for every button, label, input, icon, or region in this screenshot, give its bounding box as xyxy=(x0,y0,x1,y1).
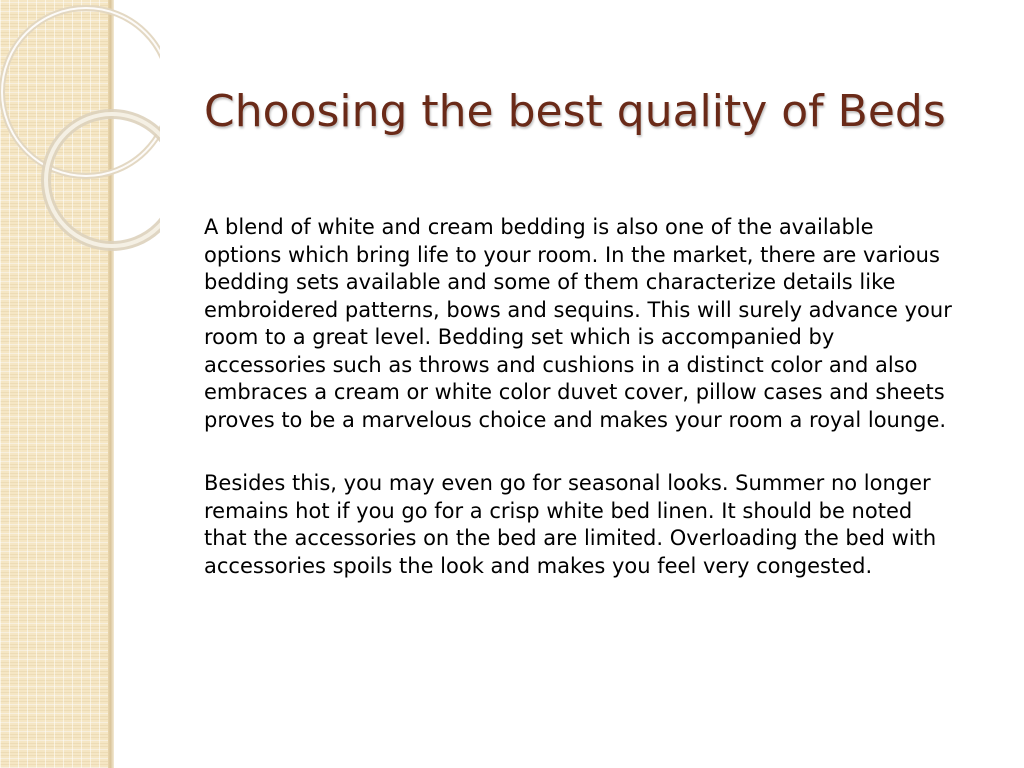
side-band-edge xyxy=(108,0,114,768)
body-paragraph: Besides this, you may even go for seasonal looks. Summer no longer remains hot if you go for a crisp white bed linen. It should be noted that the accessories on the bed are limited. Overloading the bed with accessories spoils the look and makes you feel very congested. xyxy=(204,471,937,578)
decorative-side-band xyxy=(0,0,112,768)
body-paragraph: A blend of white and cream bedding is also one of the available options which bring life to your room. In the market, there are various bedding sets available and some of them characterize details like embroidered patterns, bows and sequins. This will surely advance your room to a great level. Bedding set which is accompanied by accessories such as throws and cushions in a distinct color and also embraces a cream or white color duvet cover, pillow cases and sheets proves to be a marvelous choice and makes your room a royal lounge. xyxy=(204,215,952,432)
slide-body xyxy=(204,214,956,580)
slide-title: Choosing the best quality of Beds xyxy=(204,86,946,137)
